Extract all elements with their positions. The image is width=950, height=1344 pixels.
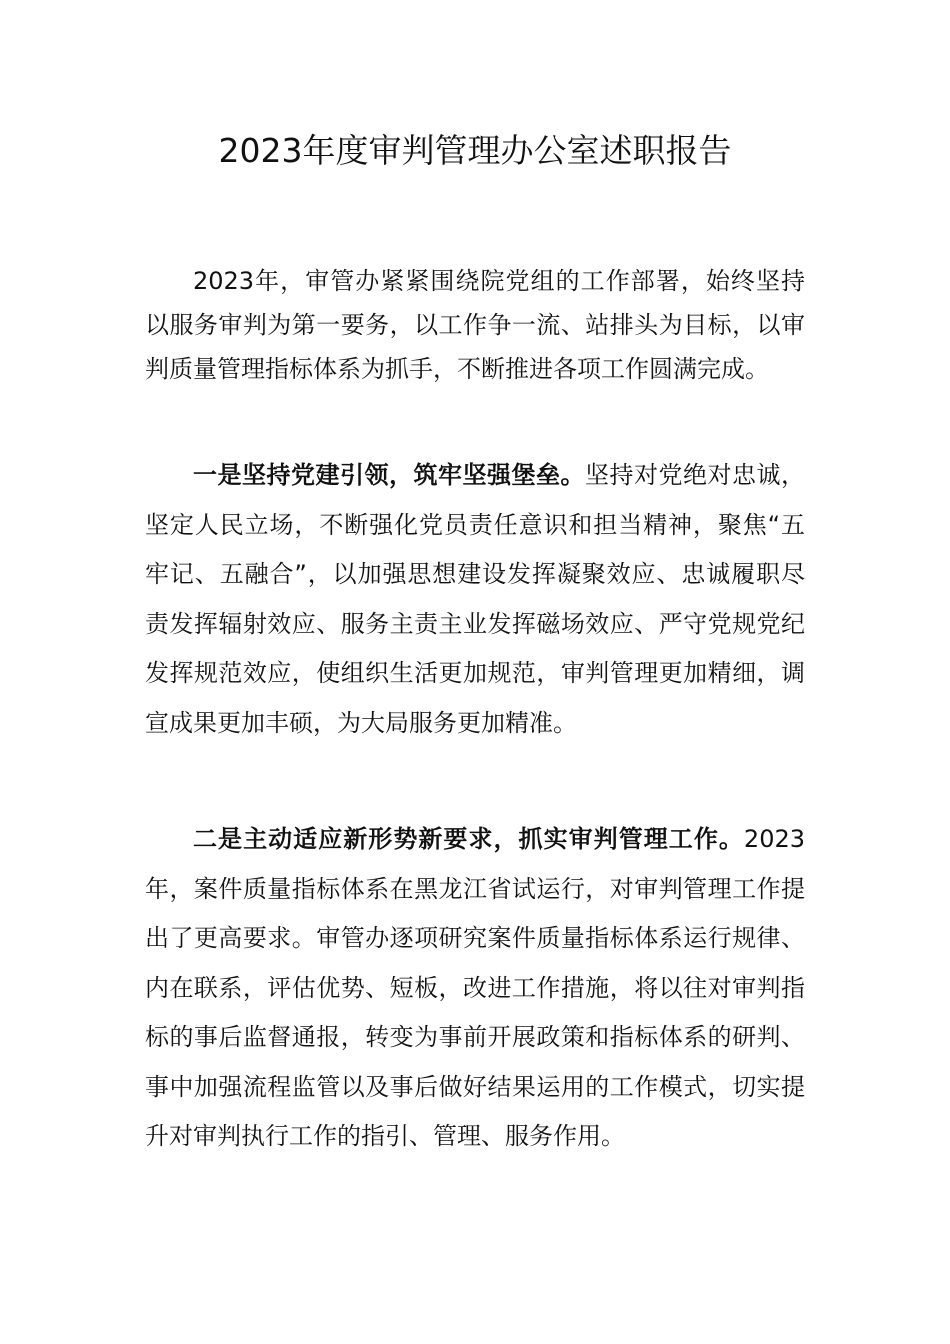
paragraph-trial-management xyxy=(145,815,805,1162)
paragraph-intro xyxy=(145,259,805,391)
paragraph-trial-management-lead: 二是主动适应新形势新要求，抓实审判管理工作。 xyxy=(193,825,744,853)
document-title: 2023年度审判管理办公室述职报告 xyxy=(218,131,732,170)
paragraph-party-building xyxy=(145,451,805,748)
paragraph-intro-text: 2023年，审管办紧紧围绕院党组的工作部署，始终坚持以服务审判为第一要务，以工作争一流、站排头为目标，以审判质量管理指标体系为抓手，不断推进各项工作圆满完成。 xyxy=(145,267,805,383)
paragraph-party-building-lead: 一是坚持党建引领，筑牢坚强堡垒。 xyxy=(193,461,585,489)
paragraph-trial-management-text: 2023年，案件质量指标体系在黑龙江省试运行，对审判管理工作提出了更高要求。审管办逐项研究案件质量指标体系运行规律、内在联系，评估优势、短板，改进工作措施，将以往对审判指标的事后监督通报，转变为事前开展政策和指标体系的研判、事中加强流程监管以及事后做好结果运用的工作模式，切实提升对审判执行工作的指引、管理、服务作用。 xyxy=(145,825,805,1150)
paragraph-party-building-text: 坚持对党绝对忠诚，坚定人民立场，不断强化党员责任意识和担当精神，聚焦“五牢记、五融合”，以加强思想建设发挥凝聚效应、忠诚履职尽责发挥辐射效应、服务主责主业发挥磁场效应、严守党规党纪发挥规范效应，使组织生活更加规范，审判管理更加精细，调宣成果更加丰硕，为大局服务更加精准。 xyxy=(145,461,805,737)
